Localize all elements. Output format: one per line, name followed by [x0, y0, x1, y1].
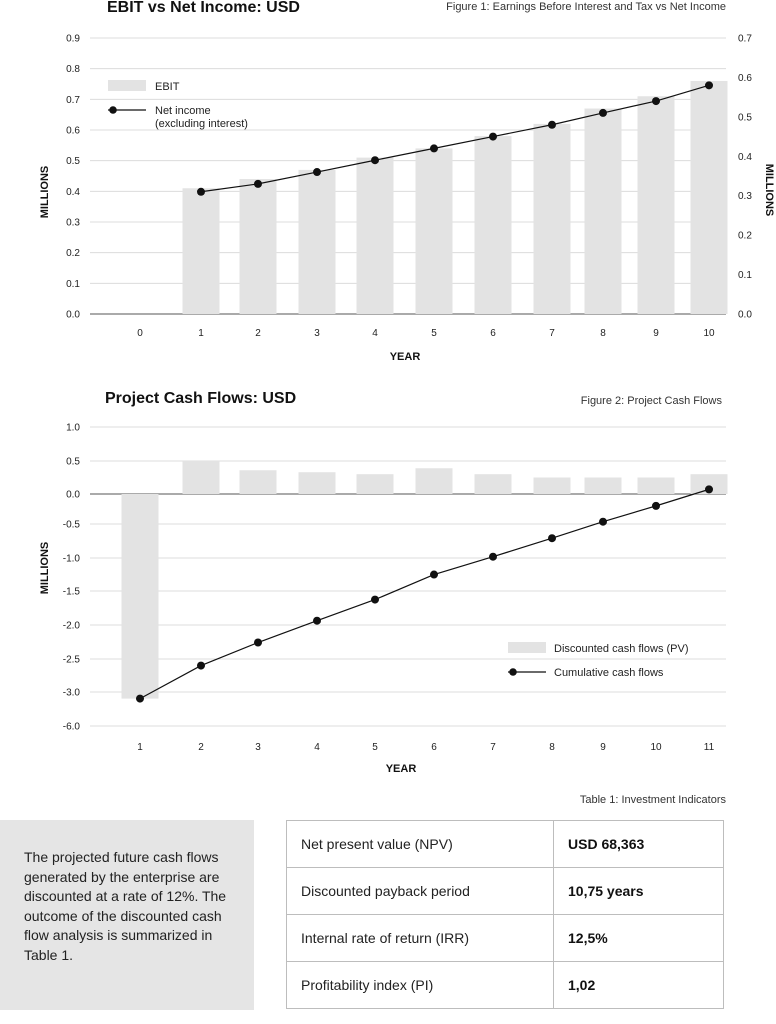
legend-swatch-dot — [109, 106, 117, 114]
discounted-cash-flow-bar — [475, 474, 512, 494]
y2-tick-label: 0.4 — [738, 151, 752, 163]
chart-title: EBIT vs Net Income: USD — [107, 0, 300, 16]
indicator-label: Profitability index (PI) — [287, 962, 554, 1009]
y2-tick-label: 0.1 — [738, 270, 752, 282]
y2-tick-label: 0.0 — [738, 309, 752, 321]
chart-title: Project Cash Flows: USD — [105, 390, 297, 407]
y-tick-label: -0.5 — [62, 519, 80, 531]
y-tick-label: 0.6 — [66, 125, 80, 137]
y-tick-label: 0.4 — [66, 186, 80, 198]
ebit-bar — [240, 179, 277, 314]
y2-tick-label: 0.6 — [738, 72, 752, 84]
y-tick-label: -2.5 — [62, 654, 80, 666]
x-tick-label: 8 — [600, 328, 606, 339]
legend — [508, 642, 689, 679]
y-axis-label: MILLIONS — [39, 541, 51, 595]
table-row — [287, 962, 724, 1009]
indicator-label: Internal rate of return (IRR) — [287, 915, 554, 962]
ebit-bar — [585, 109, 622, 314]
cumulative-cash-flow-point — [254, 639, 262, 647]
indicator-value: 10,75 years — [554, 868, 724, 915]
y-tick-label: -6.0 — [62, 721, 80, 733]
figure-caption: Figure 1: Earnings Before Interest and Tax vs Net Income — [446, 1, 726, 13]
figure-caption: Figure 2: Project Cash Flows — [580, 395, 722, 407]
y-tick-label: 0.8 — [66, 64, 80, 76]
ebit-bar — [534, 124, 571, 314]
x-tick-label: 10 — [650, 742, 662, 753]
ebit-bar — [638, 96, 675, 314]
indicator-value: 1,02 — [554, 962, 724, 1009]
cumulative-cash-flow-point — [136, 695, 144, 703]
indicator-value: USD 68,363 — [554, 821, 724, 868]
x-tick-label: 0 — [137, 328, 143, 339]
legend-label-net-income-note: (excluding interest) — [155, 118, 248, 130]
y2-tick-label: 0.7 — [738, 33, 752, 45]
net-income-point — [430, 144, 438, 152]
legend-swatch-bar — [508, 642, 546, 653]
legend-swatch-dot — [509, 668, 517, 676]
y-tick-label: 0.0 — [66, 489, 80, 501]
cumulative-cash-flow-point — [652, 502, 660, 510]
discounted-cash-flow-bar — [183, 461, 220, 494]
y-tick-label: 1.0 — [66, 422, 80, 434]
ebit-bar — [183, 188, 220, 314]
x-tick-label: 6 — [490, 328, 496, 339]
cumulative-cash-flow-point — [548, 534, 556, 542]
legend-swatch-bar — [108, 80, 146, 91]
indicator-label: Net present value (NPV) — [287, 821, 554, 868]
x-tick-label: 4 — [314, 742, 320, 753]
discounted-cash-flow-bar — [416, 468, 453, 494]
discounted-cash-flow-bar — [638, 478, 675, 495]
net-income-point — [313, 168, 321, 176]
x-tick-label: 11 — [703, 742, 715, 753]
cumulative-cash-flow-point — [705, 485, 713, 493]
x-tick-label: 7 — [549, 328, 555, 339]
table-row — [287, 868, 724, 915]
legend-label-ebit: EBIT — [155, 81, 180, 93]
x-tick-label: 1 — [137, 742, 143, 753]
net-income-point — [197, 188, 205, 196]
y-axis-label: MILLIONS — [39, 165, 51, 219]
x-tick-label: 9 — [600, 742, 606, 753]
y-tick-label: -2.0 — [62, 620, 80, 632]
x-tick-label: 6 — [431, 742, 437, 753]
cumulative-cash-flow-point — [599, 518, 607, 526]
x-tick-label: 10 — [703, 328, 715, 339]
x-tick-label: 5 — [431, 328, 437, 339]
y-tick-label: 0.5 — [66, 156, 80, 168]
table-caption: Table 1: Investment Indicators — [579, 794, 726, 806]
y-tick-label: -1.0 — [62, 553, 80, 565]
net-income-point — [599, 109, 607, 117]
y-tick-label: 0.3 — [66, 217, 80, 229]
indicator-label: Discounted payback period — [287, 868, 554, 915]
x-tick-label: 9 — [653, 328, 659, 339]
x-axis-label: YEAR — [389, 351, 421, 363]
y-tick-label: 0.0 — [66, 309, 80, 321]
x-tick-label: 7 — [490, 742, 496, 753]
summary-text: The projected future cash flows generated by the enterprise are discounted at a rate of 12%. The outcome of the discounted cash flow analysis is summarized in Table 1. — [24, 849, 227, 963]
ebit-bar — [691, 81, 728, 314]
legend-label-cumulative-cash-flows: Cumulative cash flows — [554, 667, 664, 679]
project-cash-flows-chart — [0, 382, 776, 778]
investment-indicators-table — [286, 820, 724, 1009]
discounted-cash-flow-bar — [299, 472, 336, 494]
x-tick-label: 2 — [255, 328, 261, 339]
net-income-point — [371, 156, 379, 164]
net-income-point — [548, 121, 556, 129]
cumulative-cash-flow-point — [197, 662, 205, 670]
discounted-cash-flow-bar — [534, 478, 571, 495]
x-tick-label: 3 — [255, 742, 261, 753]
net-income-point — [652, 97, 660, 105]
ebit-bar — [416, 148, 453, 314]
indicator-value: 12,5% — [554, 915, 724, 962]
y2-tick-label: 0.2 — [738, 230, 752, 242]
net-income-point — [254, 180, 262, 188]
ebit-bar — [475, 136, 512, 314]
summary-box — [0, 820, 254, 1010]
y2-tick-label: 0.3 — [738, 191, 752, 203]
x-tick-label: 8 — [549, 742, 555, 753]
discounted-cash-flow-bar — [357, 474, 394, 494]
net-income-point — [489, 133, 497, 141]
y-tick-label: 0.7 — [66, 94, 80, 106]
discounted-cash-flow-bar — [122, 494, 159, 699]
y-tick-label: 0.9 — [66, 33, 80, 45]
x-axis-label: YEAR — [385, 763, 417, 775]
table-row — [287, 915, 724, 962]
net-income-point — [705, 81, 713, 89]
x-tick-label: 3 — [314, 328, 320, 339]
y2-axis-label: MILLIONS — [763, 163, 775, 217]
cumulative-cash-flow-point — [313, 617, 321, 625]
legend — [108, 80, 248, 130]
table-row — [287, 821, 724, 868]
y-tick-label: 0.5 — [66, 456, 80, 468]
y2-tick-label: 0.5 — [738, 112, 752, 124]
x-tick-label: 1 — [198, 328, 204, 339]
net-income-line — [201, 85, 709, 191]
cumulative-cash-flow-point — [489, 553, 497, 561]
discounted-cash-flow-bar — [585, 478, 622, 495]
ebit-bar — [299, 170, 336, 314]
x-tick-label: 2 — [198, 742, 204, 753]
x-tick-label: 4 — [372, 328, 378, 339]
legend-label-net-income: Net income — [155, 105, 211, 117]
x-tick-label: 5 — [372, 742, 378, 753]
y-tick-label: 0.2 — [66, 248, 80, 260]
discounted-cash-flow-bar — [240, 470, 277, 494]
ebit-bar — [357, 158, 394, 314]
ebit-net-income-chart — [0, 0, 776, 372]
cumulative-cash-flow-point — [430, 571, 438, 579]
y-tick-label: -3.0 — [62, 687, 80, 699]
legend-label-discounted-cash-flows: Discounted cash flows (PV) — [554, 643, 689, 655]
cumulative-cash-flow-point — [371, 596, 379, 604]
y-tick-label: -1.5 — [62, 586, 80, 598]
y-tick-label: 0.1 — [66, 278, 80, 290]
